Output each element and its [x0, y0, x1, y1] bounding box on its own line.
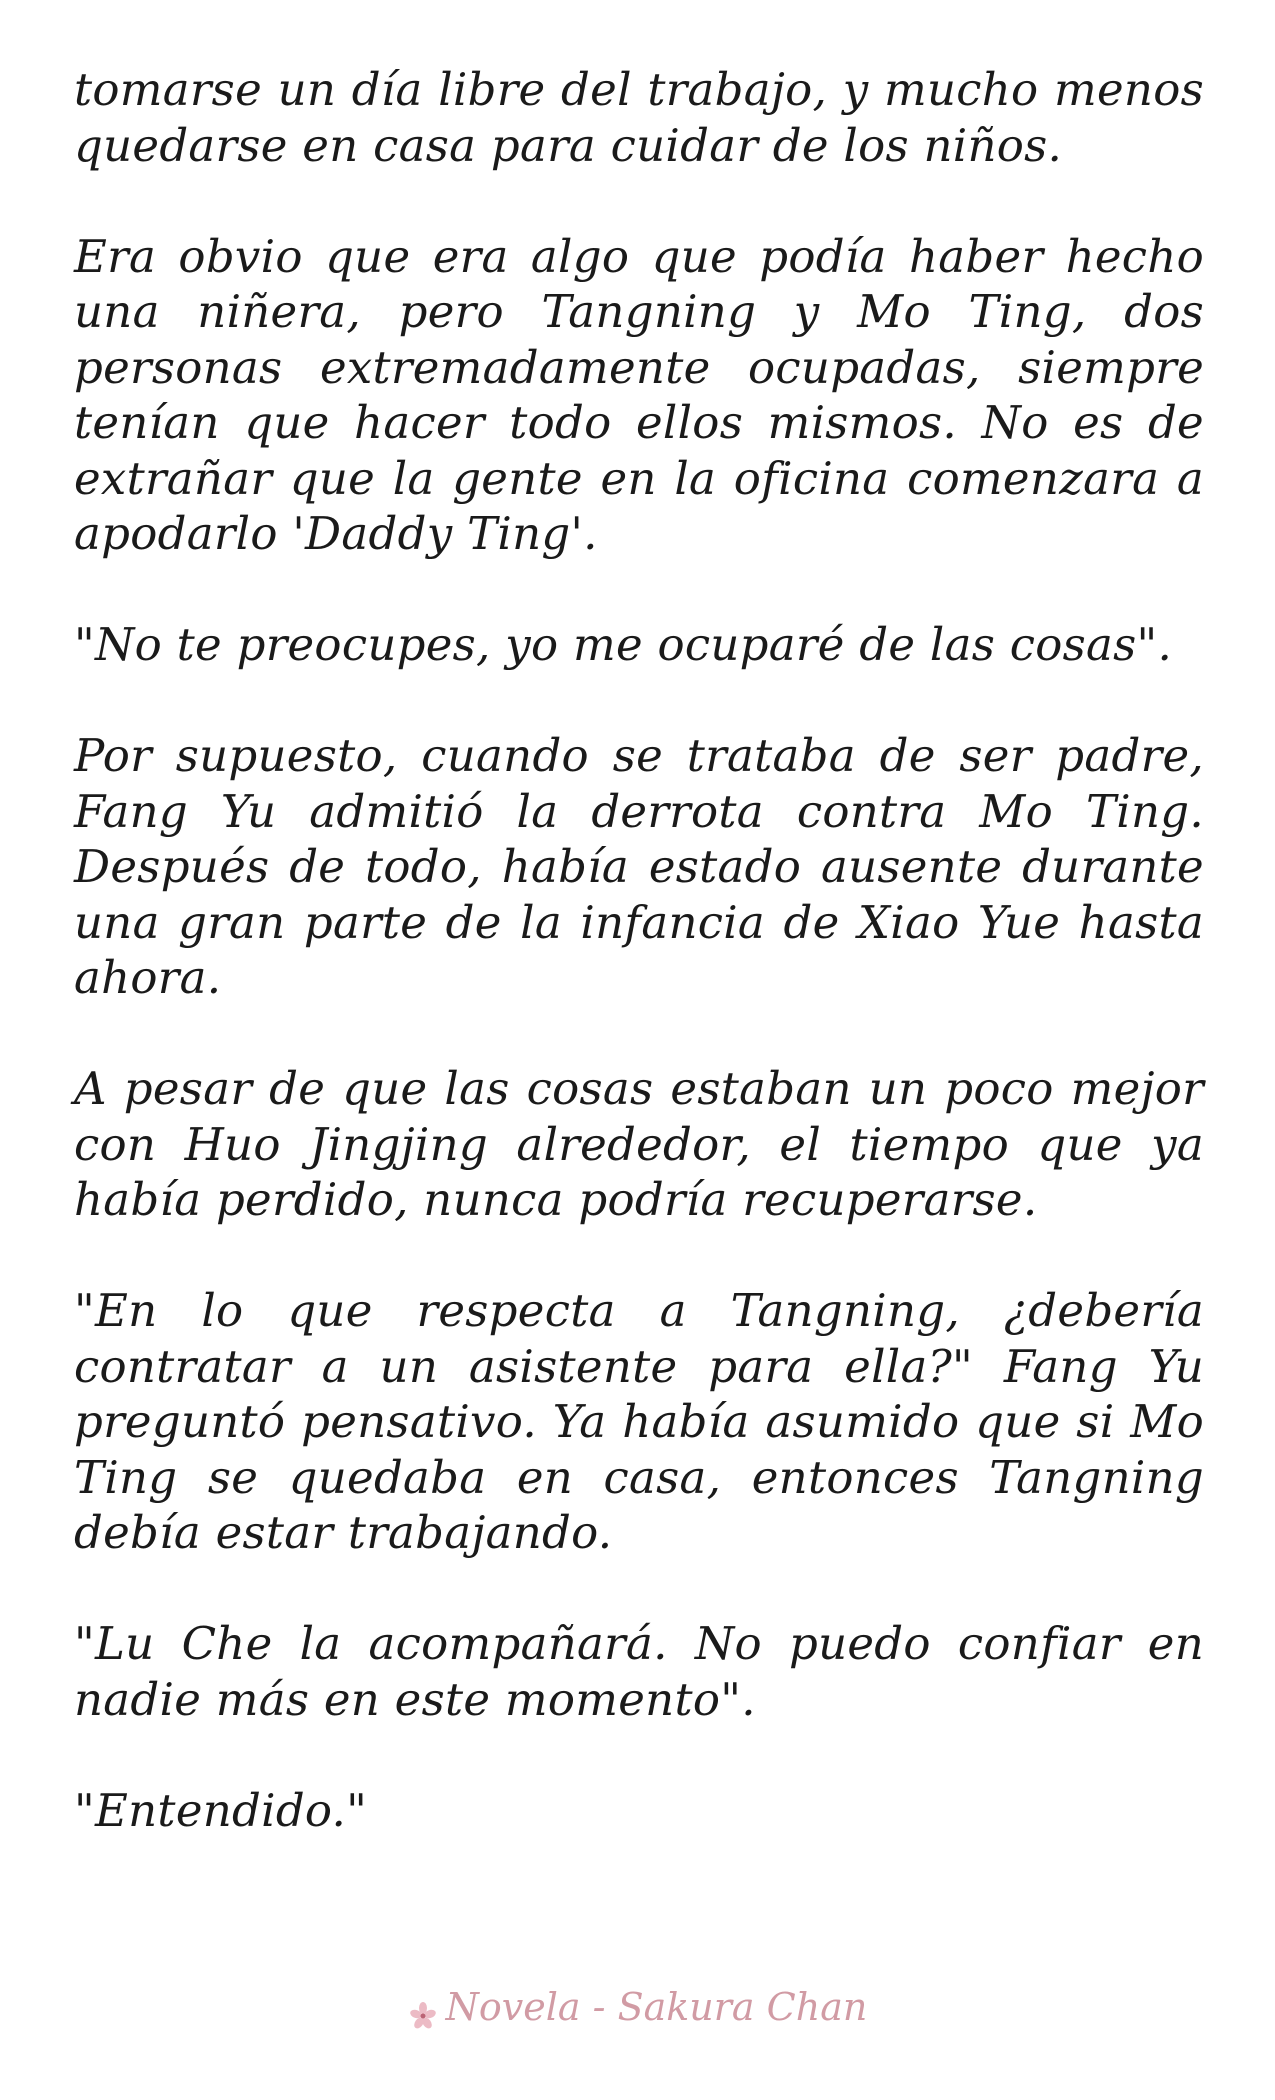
paragraph-6: "En lo que respecta a Tangning, ¿debería contratar a un asistente para ella?" Fang Yu preguntó pensativo. Ya había asumido que si Mo Ting se quedaba en casa, entonces Tangning debía estar trabajando.	[74, 1284, 1204, 1559]
paragraph-7: "Lu Che la acompañará. No puedo confiar en nadie más en este momento".	[74, 1617, 1204, 1726]
paragraph-4: Por supuesto, cuando se trataba de ser padre, Fang Yu admitió la derrota contra Mo Ting. Después de todo, había estado ausente durante una gran parte de la infancia de Xiao Yue hasta ahora.	[74, 729, 1204, 1004]
watermark-text: Novela - Sakura Chan	[445, 1985, 868, 2029]
paragraph-8: "Entendido."	[74, 1783, 368, 1837]
paragraph-1: tomarse un día libre del trabajo, y mucho menos quedarse en casa para cuidar de los niños.	[74, 63, 1204, 172]
watermark	[0, 1985, 1275, 2029]
paragraph-2: Era obvio que era algo que podía haber hecho una niñera, pero Tangning y Mo Ting, dos personas extremadamente ocupadas, siempre tenían que hacer todo ellos mismos. No es de extrañar que la gente en la oficina comenzara a apodarlo 'Daddy Ting'.	[74, 229, 1204, 560]
document-body	[74, 62, 1204, 1838]
paragraph-5: A pesar de que las cosas estaban un poco mejor con Huo Jingjing alrededor, el tiempo que ya había perdido, nunca podría recuperarse.	[74, 1062, 1204, 1226]
sakura-flower-icon	[408, 1996, 438, 2026]
paragraph-3: "No te preocupes, yo me ocuparé de las cosas".	[74, 618, 1173, 671]
